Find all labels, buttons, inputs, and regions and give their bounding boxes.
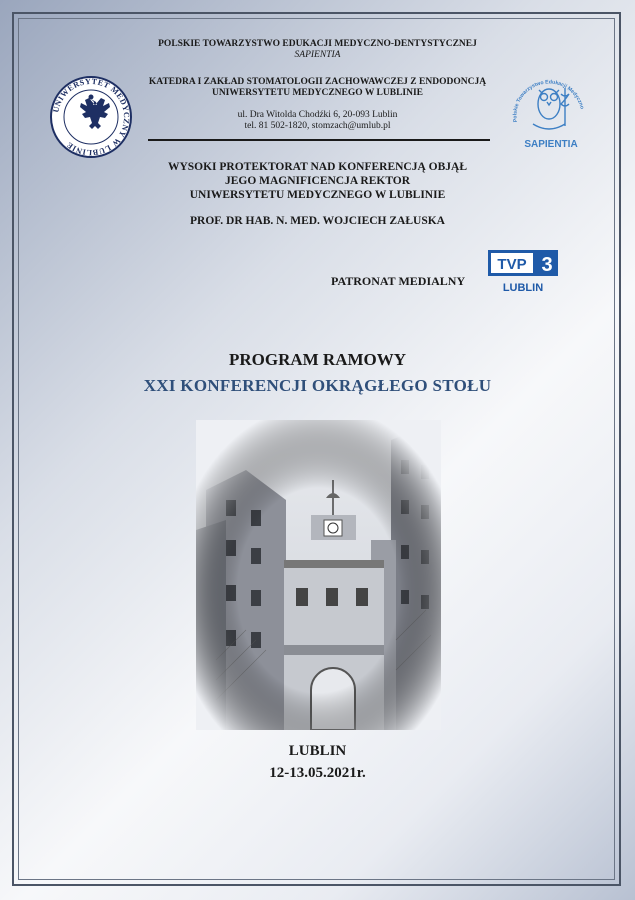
sapientia-label: SAPIENTIA [524, 139, 578, 150]
owl-icon [533, 88, 569, 129]
tvp-text: TVP [497, 256, 527, 273]
department-name: KATEDRA I ZAKŁAD STOMATOLOGII ZACHOWAWCZEJ Z ENDODONCJĄ [148, 77, 487, 87]
media-patronage-label: PATRONAT MEDIALNY [331, 274, 466, 288]
program-title: PROGRAM RAMOWY [228, 350, 407, 369]
rector-name: PROF. DR HAB. N. MED. WOJCIECH ZAŁUSKA [190, 215, 445, 227]
tvp-number: 3 [541, 254, 553, 276]
tvp3-lublin-logo [488, 250, 558, 294]
event-date: 12-13.05.2021r. [269, 765, 366, 781]
header-divider [148, 139, 490, 141]
sapientia-ring-text: Polskie Towarzystwo Edukacji Medyczno [512, 79, 585, 123]
university-name: UNIWERSYTETU MEDYCZNEGO W LUBLINIE [211, 88, 424, 98]
svg-text:Polskie Towarzystwo Edukacji M [503, 66, 585, 123]
patronage-line-1: WYSOKI PROTEKTORAT NAD KONFERENCJĄ OBJĄŁ [167, 161, 468, 173]
address: ul. Dra Witolda Chodźki 6, 20-093 Lublin [237, 110, 398, 120]
patronage-line-2: JEGO MAGNIFICENCJA REKTOR [224, 175, 411, 187]
university-seal-logo [49, 75, 133, 159]
tvp-city-label: LUBLIN [502, 282, 544, 294]
contact-info: tel. 81 502-1820, stomzach@umlub.pl [244, 121, 391, 131]
org-name: POLSKIE TOWARZYSTWO EDUKACJI MEDYCZNO-DENTYSTYCZNEJ [158, 39, 477, 49]
event-city: LUBLIN [288, 743, 347, 759]
sapientia-logo [503, 66, 595, 152]
old-town-gate-illustration [196, 420, 441, 730]
conference-title: XXI KONFERENCJI OKRĄGŁEGO STOŁU [143, 376, 492, 395]
seal-ring-text: UNIWERSYTET MEDYCZNY W LUBLINIE [51, 76, 132, 158]
org-short-name: SAPIENTIA [294, 50, 341, 60]
patronage-line-3: UNIWERSYTETU MEDYCZNEGO W LUBLINIE [189, 189, 446, 201]
